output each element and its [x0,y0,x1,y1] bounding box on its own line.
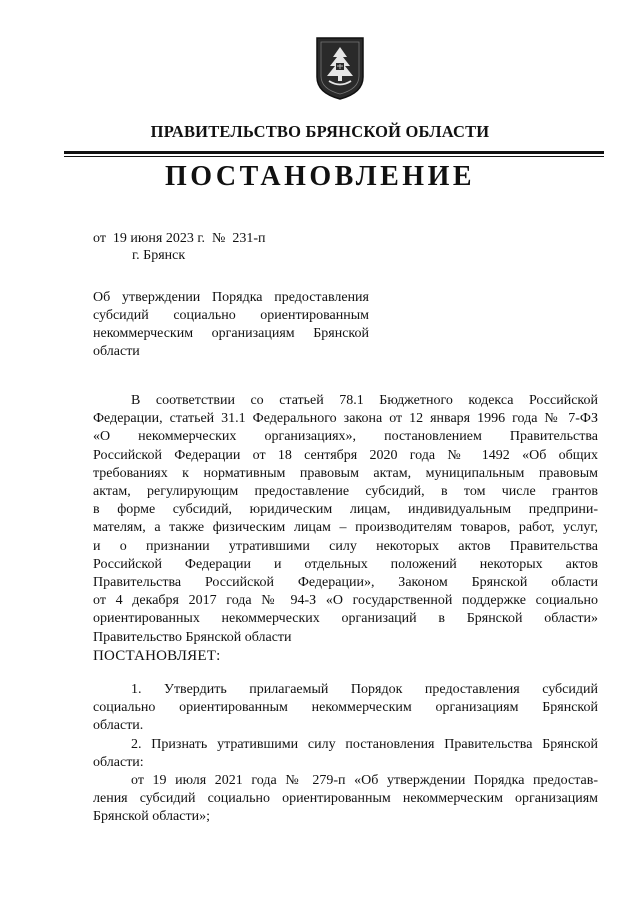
preamble-line: Российской Федерации от 18 сентября 2020 года № 1492 «Об общих [93,447,598,463]
item-line: 2. Признать утратившими силу постановления Правительства Брянской [131,736,598,752]
item-line: Брянской области»; [93,809,210,825]
subject-line: Об утверждении Порядка предоставления [93,290,369,305]
decree-word: ПОСТАНОВЛЯЕТ: [93,647,221,664]
preamble-line: В соответствии со статьей 78.1 Бюджетного кодекса Российской [131,393,598,408]
item-2-subitem [93,772,598,827]
preamble-line: и о признании утратившими силу некоторых актов Правительства [93,538,598,554]
document-date-number: от 19 июня 2023 г. № 231-п [93,231,266,246]
preamble-line: мателям, а также физическим лицам – производителям товаров, работ, услуг, [93,520,598,536]
item-line: социально ориентированным некоммерческим организациям Брянской [93,700,598,716]
item-line: от 19 июля 2021 года № 279-п «Об утверждении Порядка предостав- [131,773,598,789]
preamble-line: требованиях к нормативным правовым актам, муниципальным правовым [93,465,598,481]
government-name: ПРАВИТЕЛЬСТВО БРЯНСКОЙ ОБЛАСТИ [150,122,490,141]
preamble-line: Российской Федерации и отдельных положений некоторых актов [93,556,598,572]
item-line: области. [93,718,144,734]
document-subject [93,289,369,361]
preamble-line: Федерации, статьей 31.1 Федерального закона от 12 января 1996 года № 7-ФЗ [93,411,598,427]
header-rule-thin [64,156,604,157]
preamble-line: Правительства Российской Федерации», Законом Брянской области [93,575,598,591]
preamble-line: в форме субсидий, юридическим лицам, индивидуальным предприни- [93,502,598,518]
preamble-paragraph [93,392,598,665]
preamble-line: от 4 декабря 2017 года № 94-З «О государственной поддержке социально [93,593,598,609]
subject-line: субсидий социально ориентированным [93,308,369,323]
document-type-title: ПОСТАНОВЛЕНИЕ [164,161,476,192]
preamble-line: актам, регулирующим предоставление субсидий, в том числе грантов [93,484,598,500]
item-line: области: [93,754,144,770]
item-1 [93,681,598,736]
subject-line: некоммерческим организациям Брянской [93,326,369,341]
bryansk-coat-of-arms-icon [314,35,366,101]
subject-line: области [93,344,140,359]
item-2 [93,736,598,772]
item-line: ления субсидий социально ориентированным некоммерческим организациям [93,791,598,807]
preamble-line: «О некоммерческих организациях», постановлением Правительства [93,429,598,445]
header-rule-thick [64,151,604,154]
preamble-line: Правительство Брянской области [93,629,292,645]
document-city: г. Брянск [132,248,186,263]
document-body [93,392,598,827]
item-line: 1. Утвердить прилагаемый Порядок предоставления субсидий [131,682,598,698]
preamble-line: ориентированных некоммерческих организаций в Брянской области» [93,611,598,627]
